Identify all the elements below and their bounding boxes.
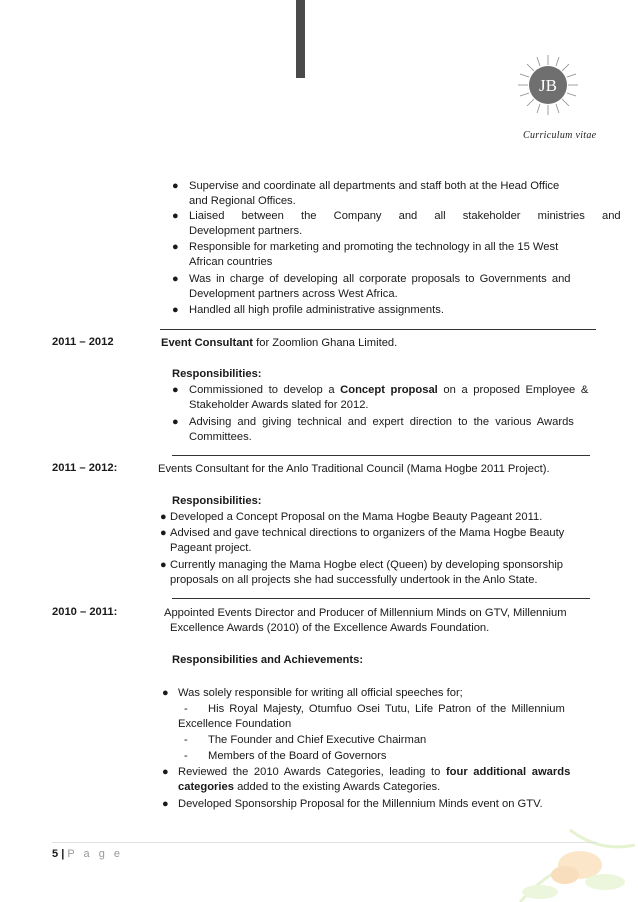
bullet-dot: ● xyxy=(162,687,169,699)
entry-title-rest: for Zoomlion Ghana Limited. xyxy=(253,337,398,349)
bullet-text: Pageant project. xyxy=(170,542,252,554)
page-label: P a g e xyxy=(67,848,123,860)
bullet-dot: ● xyxy=(162,798,169,810)
bullet-text: Was solely responsible for writing all official speeches for; xyxy=(178,687,463,699)
flower-decoration xyxy=(420,820,638,902)
bullet-line xyxy=(189,209,621,224)
entry-years: 2011 – 2012: xyxy=(52,462,118,474)
bullet-dot: ● xyxy=(172,180,179,192)
cv-label: Curriculum vitae xyxy=(523,130,597,141)
bullet-dot: ● xyxy=(160,559,167,571)
bullet-text-part: Reviewed the 2010 Awards Categories, leading to xyxy=(178,766,446,778)
footer-divider xyxy=(52,842,597,843)
section-divider xyxy=(172,598,590,599)
dash-marker: - xyxy=(184,750,188,762)
bullet-text-bold: categories xyxy=(178,781,234,793)
bullet-text: Developed a Concept Proposal on the Mama Hogbe Beauty Pageant 2011. xyxy=(170,511,543,523)
entry-title xyxy=(161,336,397,351)
bullet-text: Handled all high profile administrative assignments. xyxy=(189,304,444,316)
dash-text: Members of the Board of Governors xyxy=(208,750,387,762)
bullet-text xyxy=(178,765,570,780)
responsibilities-heading: Responsibilities: xyxy=(172,495,262,507)
entry-years: 2011 – 2012 xyxy=(52,336,114,348)
logo-text: JB xyxy=(539,76,557,95)
bullet-dot: ● xyxy=(162,766,169,778)
bullet-text: Was in charge of developing all corporate proposals to Governments and xyxy=(189,273,571,285)
bullet-text-part: added to the existing Awards Categories. xyxy=(233,781,441,793)
bullet-dot: ● xyxy=(172,273,179,285)
bullet-text: proposals on all projects she had successfully undertook in the Anlo State. xyxy=(170,574,538,586)
footer-separator: | xyxy=(61,848,65,860)
bullet-dot: ● xyxy=(160,527,167,539)
bullet-text: Supervise and coordinate all departments and staff both at the Head Office xyxy=(189,180,560,192)
dash-text: Excellence Foundation xyxy=(178,718,292,730)
jb-logo xyxy=(518,55,578,115)
bullet-text-part: Commissioned to develop a xyxy=(189,384,341,396)
bullet-text-part: on a proposed Employee & xyxy=(437,384,589,396)
responsibilities-heading: Responsibilities and Achievements: xyxy=(172,654,364,666)
dash-text: His Royal Majesty, Otumfuo Osei Tutu, Life Patron of the Millennium xyxy=(208,703,565,715)
dash-marker: - xyxy=(184,703,188,715)
section-divider xyxy=(160,329,596,330)
header-bar xyxy=(296,0,305,78)
bullet-text: and Regional Offices. xyxy=(189,195,296,207)
bullet-text: Advising and giving technical and expert direction to the various Awards xyxy=(189,416,574,428)
bullet-text: Developed Sponsorship Proposal for the Millennium Minds event on GTV. xyxy=(178,798,543,810)
bullet-text: Committees. xyxy=(189,431,252,443)
dash-text: The Founder and Chief Executive Chairman xyxy=(208,734,427,746)
page-number: 5 xyxy=(52,848,59,860)
entry-title: Events Consultant for the Anlo Traditional Council (Mama Hogbe 2011 Project). xyxy=(158,463,550,475)
bullet-text xyxy=(178,780,440,795)
bullet-text-bold: Concept proposal xyxy=(340,384,438,396)
bullet-dot: ● xyxy=(172,384,179,396)
bullet-dot: ● xyxy=(172,241,179,253)
bullet-text: Advised and gave technical directions to organizers of the Mama Hogbe Beauty xyxy=(170,527,565,539)
bullet-line xyxy=(189,179,595,209)
page-footer xyxy=(52,848,123,860)
responsibilities-heading: Responsibilities: xyxy=(172,368,262,380)
bullet-text: Stakeholder Awards slated for 2012. xyxy=(189,399,369,411)
bullet-text: Development partners across West Africa. xyxy=(189,288,398,300)
entry-years: 2010 – 2011: xyxy=(52,606,118,618)
bullet-dot: ● xyxy=(160,511,167,523)
bullet-dot: ● xyxy=(172,416,179,428)
bullet-text: Liaised between the Company and all stakeholder ministries and xyxy=(189,210,621,222)
bullet-dot: ● xyxy=(172,210,179,222)
bullet-text xyxy=(189,383,588,398)
section-divider xyxy=(172,455,590,456)
dash-marker: - xyxy=(184,734,188,746)
entry-title: Excellence Awards (2010) of the Excellence Awards Foundation. xyxy=(170,622,490,634)
bullet-text-bold: four additional awards xyxy=(445,766,571,778)
bullet-text: Currently managing the Mama Hogbe elect (Queen) by developing sponsorship xyxy=(170,559,564,571)
entry-title-bold: Event Consultant xyxy=(161,337,253,349)
bullet-text: Responsible for marketing and promoting the technology in all the 15 West xyxy=(189,241,559,253)
entry-title: Appointed Events Director and Producer of Millennium Minds on GTV, Millennium xyxy=(164,607,567,619)
bullet-dot: ● xyxy=(172,304,179,316)
bullet-text: Development partners. xyxy=(189,225,303,237)
bullet-text: African countries xyxy=(189,256,273,268)
